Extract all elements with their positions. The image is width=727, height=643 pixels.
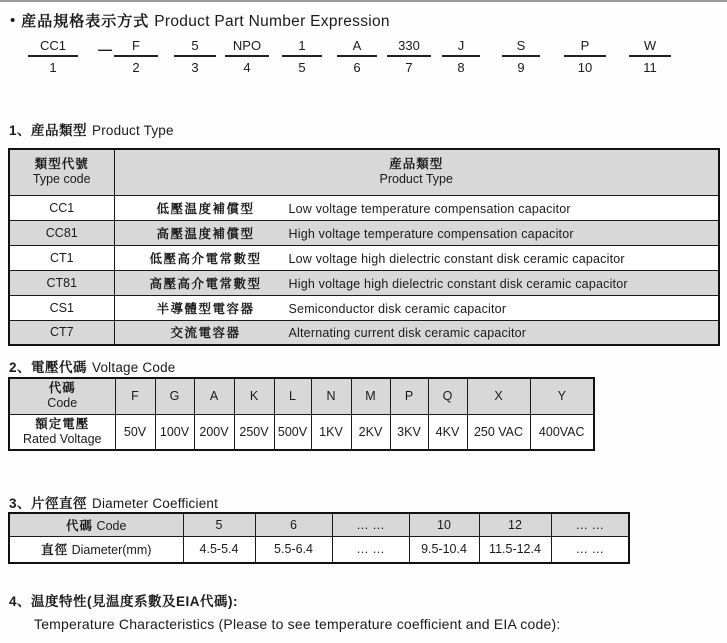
table-row [9, 320, 719, 345]
section4-english-line: Temperature Characteristics (Please to see temperature coefficient and EIA code): [34, 616, 561, 632]
product-name-en: High voltage temperature compensation capacitor [288, 226, 574, 241]
segment-code: J [442, 38, 480, 57]
product-name-en: High voltage high dielectric constant disk ceramic capacitor [288, 276, 628, 291]
diameter-value-cell: 11.5-12.4 [479, 536, 551, 563]
code-label-en: Code [96, 518, 127, 533]
voltage-code-cell: K [234, 378, 274, 414]
voltage-code-cell: L [274, 378, 311, 414]
part-number-segment [28, 38, 78, 75]
product-type-cell [114, 245, 719, 270]
bullet-icon: • [10, 12, 16, 29]
diameter-table [8, 512, 630, 564]
voltage-code-cell: G [155, 378, 194, 414]
diameter-value-cell: 9.5-10.4 [409, 536, 479, 563]
table-row [9, 220, 719, 245]
code-label-cn: 代碼 [66, 518, 94, 533]
segment-index: 10 [577, 60, 593, 75]
type-code-cell: CT81 [9, 270, 114, 295]
page-title-en: Product Part Number Expression [154, 13, 390, 30]
segment-index: 5 [298, 60, 306, 75]
segment-code: 5 [174, 38, 216, 57]
product-name-en: Low voltage high dielectric constant disk ceramic capacitor [288, 251, 625, 266]
part-number-segment [564, 38, 606, 75]
segment-index: 1 [49, 60, 57, 75]
section2-heading-en: Voltage Code [92, 360, 176, 375]
voltage-value-cell: 200V [194, 414, 234, 450]
voltage-code-cell: N [311, 378, 351, 414]
product-name-en: Alternating current disk ceramic capacitor [288, 326, 527, 341]
rated-voltage-label-cn: 額定電壓 [35, 416, 90, 431]
product-type-cell [114, 320, 719, 345]
code-label-cell [9, 513, 183, 536]
voltage-code-cell: Q [428, 378, 467, 414]
segment-index: 4 [243, 60, 251, 75]
table-header-row [9, 149, 719, 195]
voltage-value-cell: 2KV [351, 414, 390, 450]
voltage-value-cell: 400VAC [530, 414, 594, 450]
section1-heading [9, 119, 174, 139]
diameter-label-cell [9, 536, 183, 563]
part-number-segment [442, 38, 480, 75]
part-number-dash: — [98, 41, 112, 57]
product-name-cn: 高壓高介電常數型 [149, 276, 262, 291]
diameter-code-cell: 5 [183, 513, 255, 536]
rated-voltage-label-en: Rated Voltage [22, 431, 102, 446]
voltage-value-cell: 4KV [428, 414, 467, 450]
segment-code: A [337, 38, 377, 57]
product-type-cell [114, 220, 719, 245]
segment-code: 330 [387, 38, 431, 57]
table-row [9, 270, 719, 295]
section3-heading [9, 492, 218, 512]
type-code-cell: CC1 [9, 195, 114, 220]
voltage-code-table [8, 377, 595, 451]
type-code-header-cell [9, 149, 114, 195]
section4-heading [9, 590, 238, 610]
diameter-label-en: Diameter(mm) [71, 543, 152, 558]
section4-heading-cn: 温度特性(見温度系數及EIA代碼): [31, 594, 239, 609]
segment-code: P [564, 38, 606, 57]
section4-number: 4、 [9, 594, 32, 609]
type-code-cell: CT7 [9, 320, 114, 345]
section3-heading-en: Diameter Coefficient [92, 496, 219, 511]
diameter-code-cell: 6 [255, 513, 332, 536]
segment-code: 1 [282, 38, 322, 57]
segment-index: 3 [191, 60, 199, 75]
type-code-cell: CT1 [9, 245, 114, 270]
diameter-code-cell: … … [332, 513, 409, 536]
voltage-code-cell: P [390, 378, 428, 414]
code-label-cn: 代碼 [48, 381, 76, 396]
part-number-segment [174, 38, 216, 75]
segment-index: 9 [517, 60, 525, 75]
type-code-cell: CS1 [9, 295, 114, 320]
segment-code: F [114, 38, 158, 57]
product-type-cell [114, 270, 719, 295]
part-number-segment [114, 38, 158, 75]
voltage-code-cell: X [467, 378, 530, 414]
segment-index: 2 [132, 60, 140, 75]
diameter-value-cell: … … [551, 536, 629, 563]
code-label-cell [9, 378, 115, 414]
product-type-header-cell [114, 149, 719, 195]
section3-heading-cn: 片徑直徑 [31, 496, 88, 511]
product-name-cn: 交流電容器 [170, 326, 241, 341]
page-title [10, 10, 390, 31]
voltage-value-cell: 100V [155, 414, 194, 450]
table-row [9, 245, 719, 270]
voltage-code-cell: M [351, 378, 390, 414]
table-row [9, 295, 719, 320]
diameter-code-cell: … … [551, 513, 629, 536]
section1-heading-en: Product Type [92, 123, 174, 138]
segment-code: CC1 [28, 38, 78, 57]
table-row [9, 536, 629, 563]
type-code-header-en: Type code [32, 172, 91, 187]
product-type-header-cn: 産品類型 [389, 157, 444, 172]
voltage-value-cell: 250V [234, 414, 274, 450]
page-title-cn: 産品規格表示方式 [21, 13, 150, 30]
diameter-value-cell: … … [332, 536, 409, 563]
table-row [9, 414, 594, 450]
part-number-segment [502, 38, 540, 75]
section2-number: 2、 [9, 360, 32, 375]
section1-number: 1、 [9, 123, 32, 138]
product-name-cn: 高壓温度補償型 [156, 226, 255, 241]
part-number-segment [387, 38, 431, 75]
product-name-en: Semiconductor disk ceramic capacitor [288, 301, 507, 316]
part-number-segment [282, 38, 322, 75]
part-number-segment [225, 38, 269, 75]
product-name-en: Low voltage temperature compensation capacitor [288, 201, 571, 216]
rated-voltage-label-cell [9, 414, 115, 450]
type-code-cell: CC81 [9, 220, 114, 245]
diameter-code-cell: 12 [479, 513, 551, 536]
diameter-label-cn: 直徑 [41, 543, 69, 558]
product-type-table [8, 148, 720, 346]
segment-index: 7 [405, 60, 413, 75]
part-number-segment [337, 38, 377, 75]
product-name-cn: 低壓温度補償型 [156, 201, 255, 216]
product-type-cell [114, 295, 719, 320]
segment-code: S [502, 38, 540, 57]
section3-number: 3、 [9, 496, 32, 511]
segment-index: 11 [643, 60, 657, 75]
diameter-value-cell: 5.5-6.4 [255, 536, 332, 563]
type-code-header-cn: 類型代號 [34, 157, 89, 172]
diameter-value-cell: 4.5-5.4 [183, 536, 255, 563]
table-header-row [9, 513, 629, 536]
table-header-row [9, 378, 594, 414]
segment-index: 8 [457, 60, 465, 75]
part-number-expression [0, 38, 727, 82]
table-row [9, 195, 719, 220]
voltage-code-cell: A [194, 378, 234, 414]
code-label-en: Code [47, 396, 78, 411]
part-number-segment [629, 38, 671, 75]
voltage-code-cell: F [115, 378, 155, 414]
voltage-value-cell: 1KV [311, 414, 351, 450]
product-type-cell [114, 195, 719, 220]
voltage-value-cell: 3KV [390, 414, 428, 450]
section2-heading-cn: 電壓代碼 [31, 360, 88, 375]
segment-code: NPO [225, 38, 269, 57]
voltage-code-cell: Y [530, 378, 594, 414]
segment-index: 6 [353, 60, 361, 75]
diameter-code-cell: 10 [409, 513, 479, 536]
product-type-header-en: Product Type [379, 172, 453, 187]
product-name-cn: 低壓高介電常數型 [149, 251, 262, 266]
voltage-value-cell: 500V [274, 414, 311, 450]
segment-code: W [629, 38, 671, 57]
section2-heading [9, 356, 175, 376]
section1-heading-cn: 産品類型 [31, 123, 88, 138]
top-divider [0, 0, 727, 2]
voltage-value-cell: 50V [115, 414, 155, 450]
voltage-value-cell: 250 VAC [467, 414, 530, 450]
product-name-cn: 半導體型電容器 [156, 301, 255, 316]
